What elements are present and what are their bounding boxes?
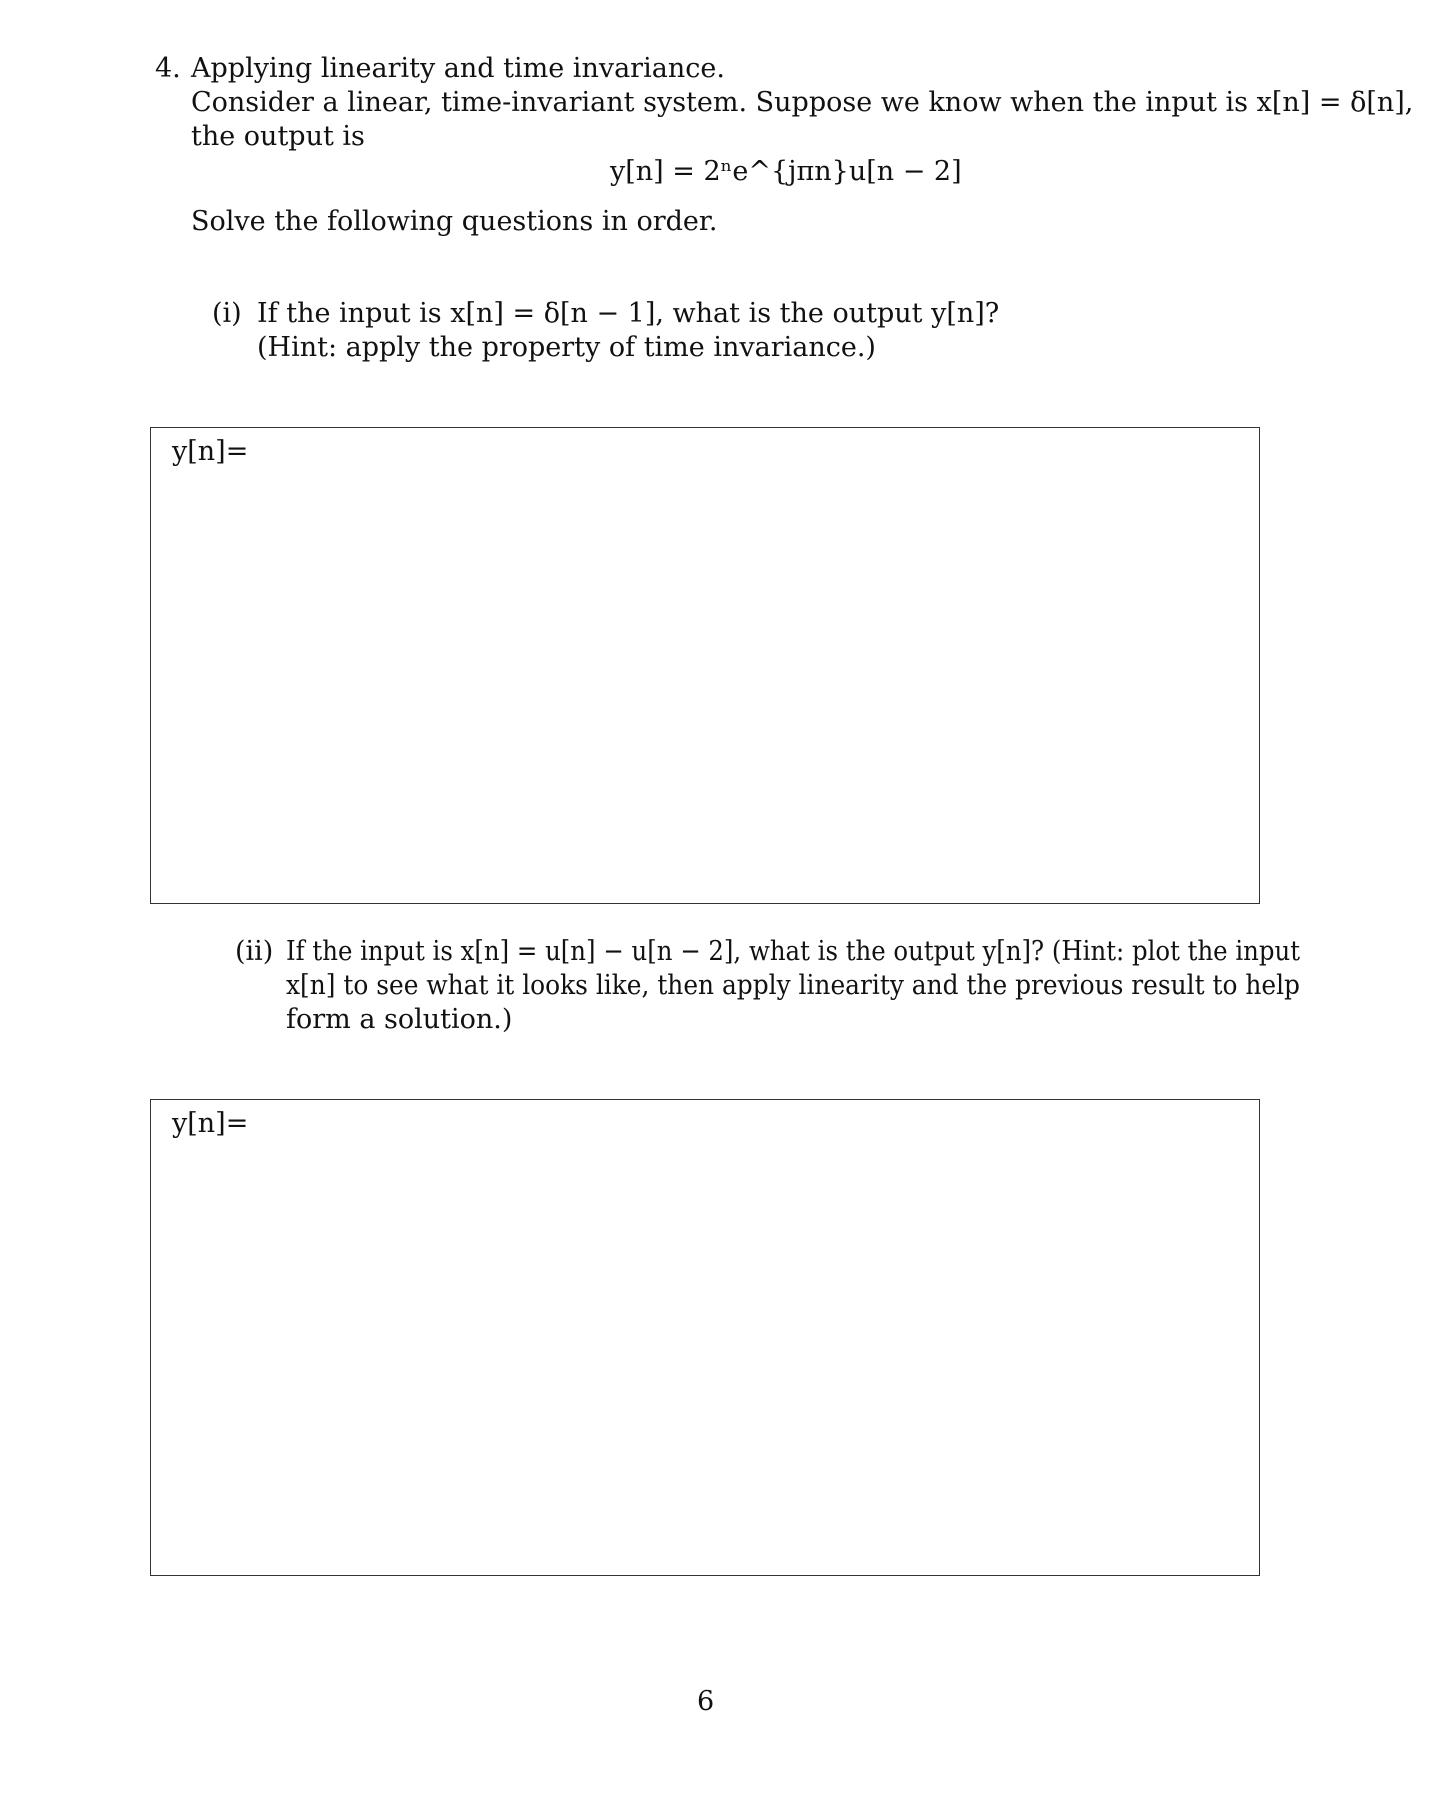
- part-ii-answer-prefix: y[n]=: [172, 1108, 249, 1139]
- problem-heading: Applying linearity and time invariance.: [191, 53, 725, 84]
- part-ii-question-line2: x[n] to see what it looks like, then apply linearity and the previous result to help: [286, 970, 1300, 1001]
- page-number: 6: [697, 1686, 715, 1717]
- part-i-answer-box[interactable]: [150, 427, 1260, 904]
- problem-instruction: Solve the following questions in order.: [191, 206, 718, 237]
- impulse-response-equation: y[n] = 2ⁿe^{jπn}u[n − 2]: [610, 156, 962, 187]
- part-i-label: (i): [212, 298, 242, 329]
- part-ii-answer-box[interactable]: [150, 1099, 1260, 1576]
- part-ii-label: (ii): [235, 936, 274, 967]
- problem-intro-line1: Consider a linear, time-invariant system. Suppose we know when the input is x[n] = δ[n],: [191, 87, 1414, 118]
- problem-intro-line2: the output is: [191, 121, 365, 152]
- part-i-question: If the input is x[n] = δ[n − 1], what is the output y[n]?: [257, 298, 1000, 329]
- part-i-answer-prefix: y[n]=: [172, 436, 249, 467]
- part-i-hint: (Hint: apply the property of time invariance.): [257, 332, 876, 363]
- part-ii-question-line1: If the input is x[n] = u[n] − u[n − 2], what is the output y[n]? (Hint: plot the input: [286, 936, 1301, 967]
- problem-number: 4.: [155, 53, 181, 84]
- part-ii-question-line3: form a solution.): [286, 1004, 513, 1035]
